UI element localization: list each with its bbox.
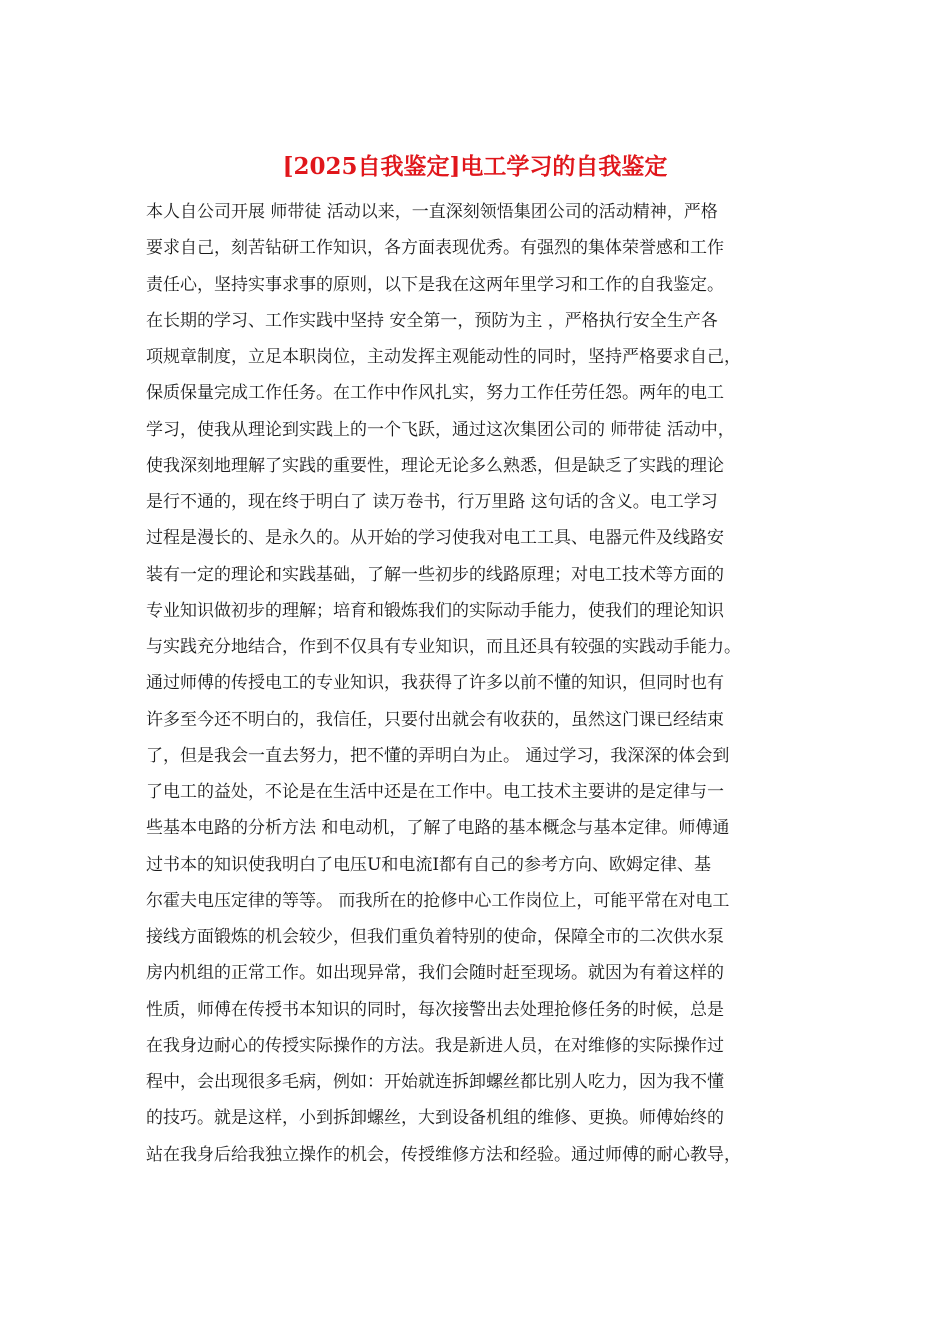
- body-line: 程中，会出现很多毛病，例如：开始就连拆卸螺丝都比别人吃力，因为我不懂: [146, 1072, 724, 1092]
- body-line: 接线方面锻炼的机会较少，但我们重负着特别的使命，保障全市的二次供水泵: [146, 927, 724, 947]
- body-line: 房内机组的正常工作。如出现异常，我们会随时赶至现场。就因为有着这样的: [146, 963, 724, 984]
- document-body: [146, 194, 814, 1173]
- document-title: [2025自我鉴定]电工学习的自我鉴定: [282, 153, 668, 180]
- body-line: 许多至今还不明白的，我信任，只要付出就会有收获的，虽然这门课已经结束: [146, 709, 724, 730]
- body-line: 尔霍夫电压定律的等等。 而我所在的抢修中心工作岗位上，可能平常在对电工: [146, 890, 730, 911]
- body-line: 性质，师傅在传授书本知识的同时，每次接警出去处理抢修任务的时候，总是: [146, 999, 724, 1020]
- body-line: 的技巧。就是这样，小到拆卸螺丝，大到设备机组的维修、更换。师傅始终的: [146, 1108, 724, 1129]
- body-line: 了电工的益处，不论是在生活中还是在工作中。电工技术主要讲的是定律与一: [146, 782, 724, 802]
- body-line: 装有一定的理论和实践基础，了解一些初步的线路原理；对电工技术等方面的: [146, 564, 724, 585]
- body-line: 责任心，坚持实事求事的原则，以下是我在这两年里学习和工作的自我鉴定。: [146, 274, 724, 295]
- body-line: 是行不通的，现在终于明白了 读万卷书，行万里路 这句话的含义。电工学习: [146, 492, 718, 512]
- body-line: 保质保量完成工作任务。在工作中作风扎实，努力工作任劳任怨。两年的电工: [146, 383, 724, 404]
- body-line: 本人自公司开展 师带徒 活动以来，一直深刻领悟集团公司的活动精神，严格: [146, 202, 718, 222]
- body-line: 站在我身后给我独立操作的机会，传授维修方法和经验。通过师傅的耐心教导，: [146, 1144, 741, 1165]
- body-line: 要求自己，刻苦钻研工作知识，各方面表现优秀。有强烈的集体荣誉感和工作: [146, 238, 724, 259]
- body-line: 过程是漫长的、是永久的。从开始的学习使我对电工工具、电器元件及线路安: [146, 528, 724, 549]
- body-line: 了，但是我会一直去努力，把不懂的弄明白为止。 通过学习，我深深的体会到: [146, 745, 730, 766]
- body-line: 在我身边耐心的传授实际操作的方法。我是新进人员，在对维修的实际操作过: [146, 1035, 724, 1056]
- body-line: 过书本的知识使我明白了电压U和电流I都有自己的参考方向、欧姆定律、基: [146, 854, 712, 875]
- body-line: 使我深刻地理解了实践的重要性，理论无论多么熟悉，但是缺乏了实践的理论: [146, 455, 724, 476]
- body-line: 项规章制度，立足本职岗位，主动发挥主观能动性的同时，坚持严格要求自己，: [146, 347, 741, 367]
- body-line: 在长期的学习、工作实践中坚持 安全第一，预防为主 ，严格执行安全生产各: [146, 310, 718, 331]
- body-line: 专业知识做初步的理解；培育和锻炼我们的实际动手能力，使我们的理论知识: [146, 600, 724, 621]
- body-line: 学习，使我从理论到实践上的一个飞跃，通过这次集团公司的 师带徒 活动中，: [146, 419, 735, 440]
- body-line: 些基本电路的分析方法 和电动机，了解了电路的基本概念与基本定律。师傅通: [146, 818, 730, 839]
- body-line: 通过师傅的传授电工的专业知识，我获得了许多以前不懂的知识，但同时也有: [146, 673, 724, 694]
- body-line: 与实践充分地结合，作到不仅具有专业知识，而且还具有较强的实践动手能力。: [146, 637, 741, 657]
